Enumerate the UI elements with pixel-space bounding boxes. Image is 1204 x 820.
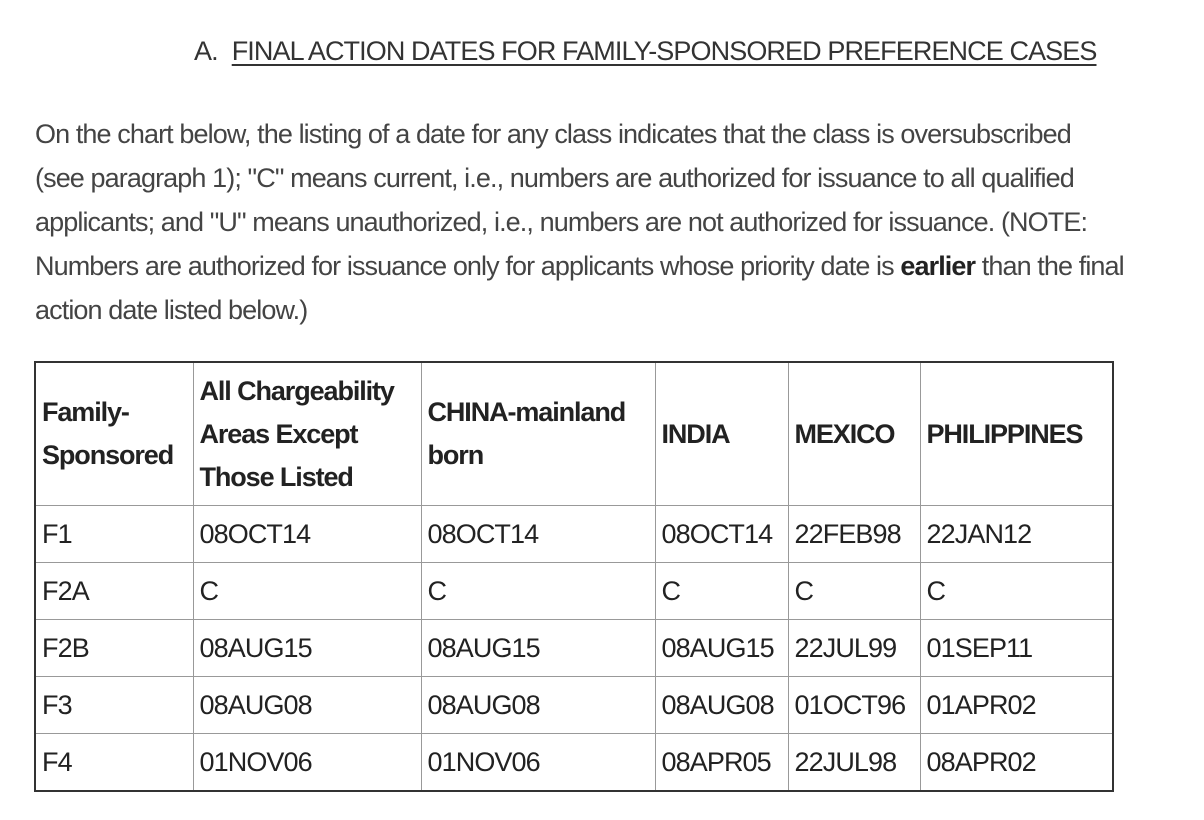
table-row — [35, 620, 1113, 677]
cell-philippines: 01SEP11 — [920, 620, 1113, 677]
row-category: F2B — [35, 620, 193, 677]
table-row — [35, 563, 1113, 620]
row-category: F3 — [35, 677, 193, 734]
cell-mexico: C — [788, 563, 920, 620]
section-heading-title: FINAL ACTION DATES FOR FAMILY-SPONSORED PREFERENCE CASES — [231, 36, 1097, 66]
cell-india: 08APR05 — [655, 734, 788, 792]
cell-all-chargeability: C — [193, 563, 421, 620]
cell-mexico: 22FEB98 — [788, 506, 920, 563]
section-heading — [194, 36, 1097, 67]
cell-mexico: 22JUL98 — [788, 734, 920, 792]
cell-india: 08AUG15 — [655, 620, 788, 677]
cell-mexico: 22JUL99 — [788, 620, 920, 677]
cell-philippines: 01APR02 — [920, 677, 1113, 734]
cell-india: 08OCT14 — [655, 506, 788, 563]
intro-text-end: than the final action date listed below.) — [35, 251, 1124, 325]
cell-all-chargeability: 08AUG08 — [193, 677, 421, 734]
cell-philippines: C — [920, 563, 1113, 620]
header-mexico: MEXICO — [788, 362, 920, 506]
intro-text-emphasis: earlier — [900, 251, 976, 281]
intro-paragraph — [35, 112, 1125, 332]
cell-all-chargeability: 01NOV06 — [193, 734, 421, 792]
cell-china: 01NOV06 — [421, 734, 655, 792]
row-category: F4 — [35, 734, 193, 792]
cell-india: 08AUG08 — [655, 677, 788, 734]
intro-text-start: On the chart below, the listing of a date for any class indicates that the class is oversubscribed (see paragraph 1); "C" means current, i.e., numbers are authorized for issuance to all qualified applicants; and "U" means unauthorized, i.e., numbers are not authorized for issuance. (NOTE: Numbers are authorized for issuance only for applicants whose priority date is — [35, 119, 1088, 281]
cell-philippines: 08APR02 — [920, 734, 1113, 792]
table-row — [35, 734, 1113, 792]
section-heading-prefix: A. — [194, 36, 218, 66]
table-header-row — [35, 362, 1113, 506]
header-family-sponsored: Family-Sponsored — [35, 362, 193, 506]
header-philippines: PHILIPPINES — [920, 362, 1113, 506]
final-action-dates-table — [34, 361, 1114, 792]
row-category: F1 — [35, 506, 193, 563]
cell-china: C — [421, 563, 655, 620]
header-china: CHINA-mainland born — [421, 362, 655, 506]
row-category: F2A — [35, 563, 193, 620]
cell-india: C — [655, 563, 788, 620]
header-all-chargeability: All Chargeability Areas Except Those Listed — [193, 362, 421, 506]
cell-china: 08AUG15 — [421, 620, 655, 677]
cell-china: 08AUG08 — [421, 677, 655, 734]
cell-philippines: 22JAN12 — [920, 506, 1113, 563]
table-row — [35, 506, 1113, 563]
header-india: INDIA — [655, 362, 788, 506]
cell-all-chargeability: 08OCT14 — [193, 506, 421, 563]
table-row — [35, 677, 1113, 734]
cell-mexico: 01OCT96 — [788, 677, 920, 734]
cell-all-chargeability: 08AUG15 — [193, 620, 421, 677]
cell-china: 08OCT14 — [421, 506, 655, 563]
